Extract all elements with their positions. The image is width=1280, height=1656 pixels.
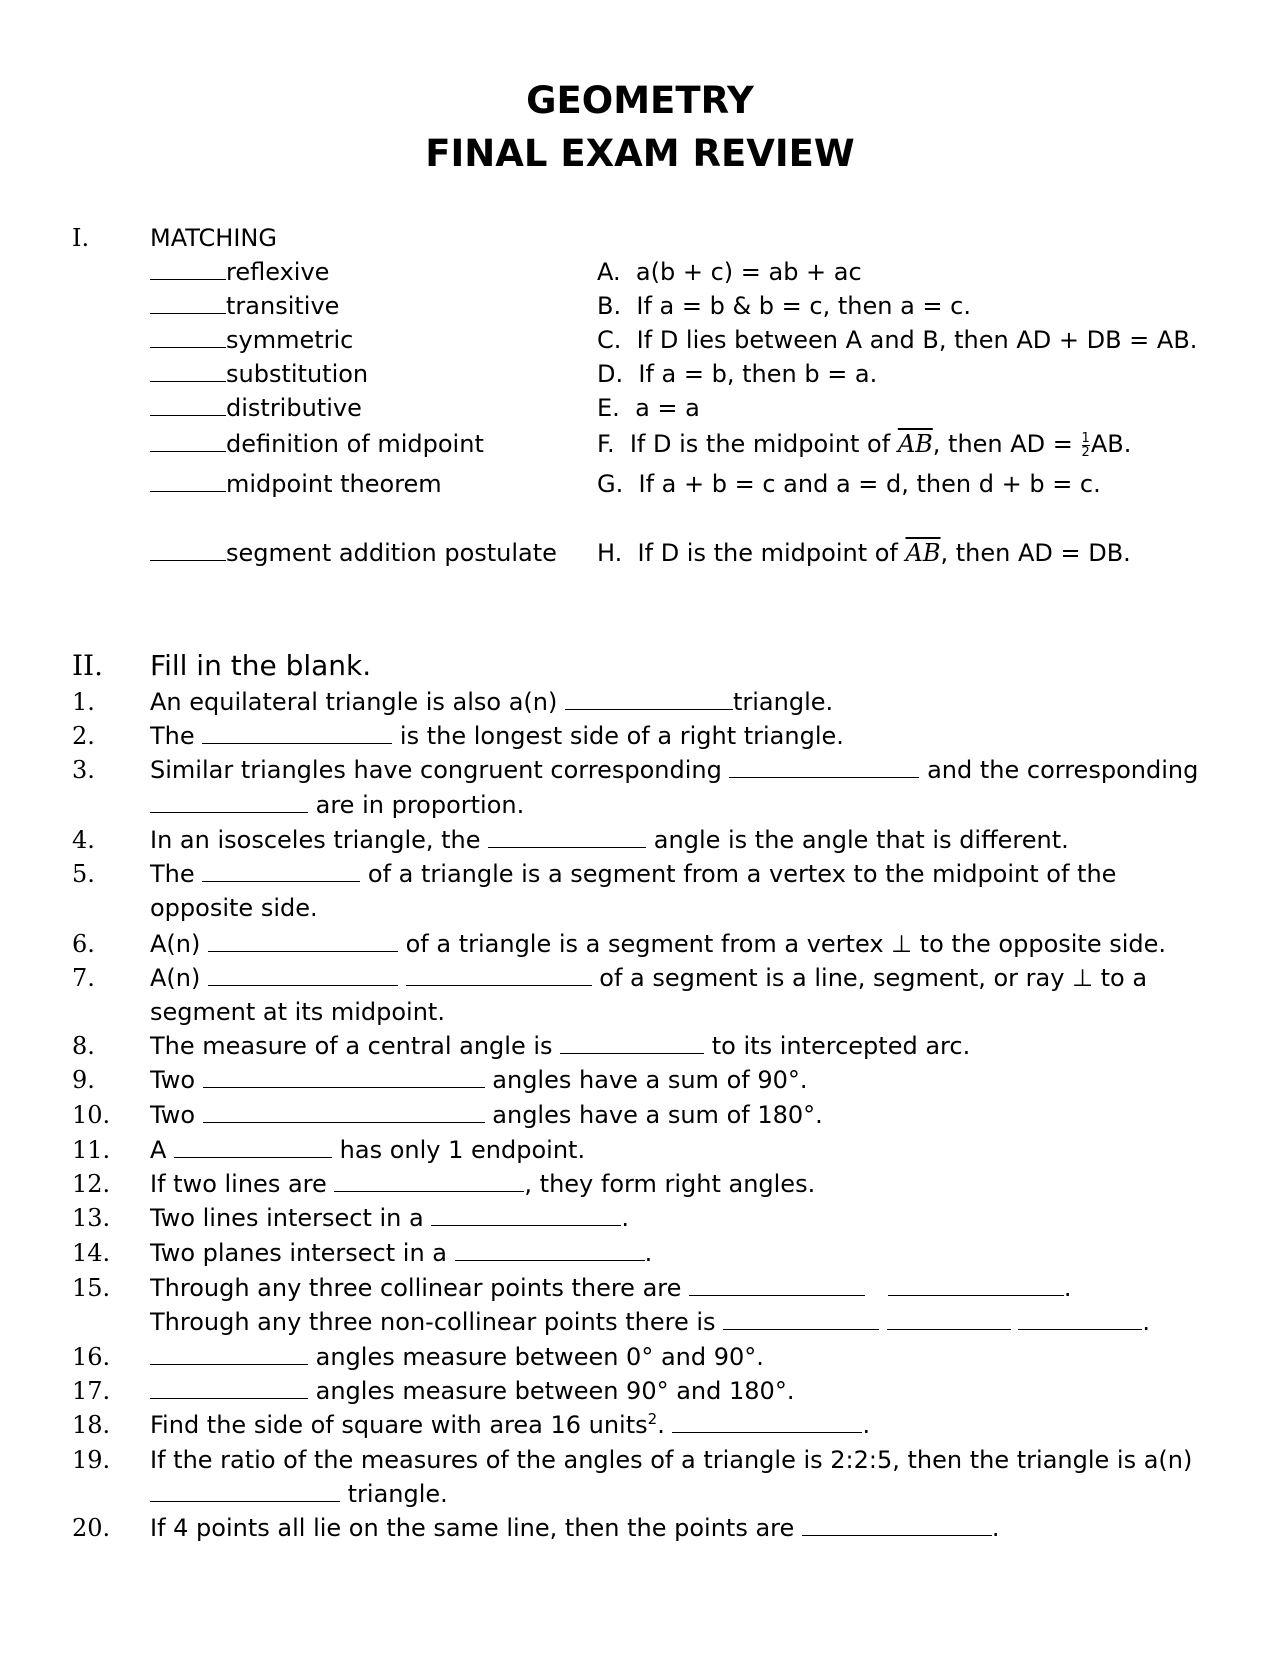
matching-option: H. If D is the midpoint of $\overline{AB}$, then AD = DB. [597, 539, 1131, 567]
question-number: 8. [72, 1032, 95, 1060]
question-number: 4. [72, 826, 95, 854]
answer-blank[interactable] [202, 859, 360, 882]
answer-blank[interactable] [729, 755, 919, 778]
answer-blank[interactable] [431, 1203, 621, 1226]
question: Two planes intersect in a . [150, 1239, 653, 1267]
answer-blank[interactable] [150, 1376, 308, 1399]
question-number: 15. [72, 1274, 111, 1302]
question: The measure of a central angle is to its intercepted arc. [150, 1032, 971, 1060]
answer-blank[interactable] [565, 687, 733, 710]
question-number: 6. [72, 930, 95, 958]
question: Through any three collinear points there are . [150, 1274, 1072, 1302]
answer-blank[interactable] [208, 929, 398, 952]
answer-blank[interactable] [455, 1238, 645, 1261]
answer-blank[interactable] [150, 359, 226, 382]
answer-blank[interactable] [406, 963, 592, 986]
question: The of a triangle is a segment from a vertex to the midpoint of the [150, 860, 1117, 888]
question-number: 11. [72, 1136, 111, 1164]
answer-blank[interactable] [723, 1307, 879, 1330]
title-line-2: FINAL EXAM REVIEW [425, 132, 855, 175]
question-continued: triangle. [150, 1478, 448, 1510]
answer-blank[interactable] [202, 721, 392, 744]
section-heading: MATCHING [150, 224, 277, 252]
matching-term: reflexive [150, 256, 329, 288]
question: Two lines intersect in a . [150, 1204, 629, 1232]
answer-blank[interactable] [672, 1410, 862, 1433]
answer-blank[interactable] [203, 1100, 485, 1123]
question-number: 18. [72, 1411, 111, 1439]
matching-term: transitive [150, 290, 339, 322]
matching-option: A. a(b + c) = ab + ac [597, 258, 862, 286]
answer-blank[interactable] [150, 325, 226, 348]
one-half-fraction: $\frac{1}{2}$ [1081, 430, 1090, 460]
question: Two angles have a sum of 180°. [150, 1101, 823, 1129]
question: An equilateral triangle is also a(n) triangle. [150, 688, 834, 716]
question: A has only 1 endpoint. [150, 1136, 586, 1164]
question-continued: opposite side. [150, 894, 318, 922]
matching-option: F. If D is the midpoint of $\overline{AB}$, then AD = $\frac{1}{2}$ AB. [597, 430, 1132, 460]
matching-term: segment addition postulate [150, 537, 557, 569]
question-number: 1. [72, 688, 95, 716]
matching-option: E. a = a [597, 394, 700, 422]
question-continued: segment at its midpoint. [150, 998, 445, 1026]
answer-blank[interactable] [802, 1513, 992, 1536]
question: A(n) of a segment is a line, segment, or ray ⊥ to a [150, 964, 1148, 992]
question-number: 9. [72, 1066, 95, 1094]
matching-term: substitution [150, 358, 368, 390]
question: Similar triangles have congruent corresponding and the corresponding [150, 756, 1199, 784]
section-numeral: I. [72, 224, 90, 252]
answer-blank[interactable] [203, 1065, 485, 1088]
question: The is the longest side of a right triangle. [150, 722, 844, 750]
question: Two angles have a sum of 90°. [150, 1066, 808, 1094]
question-number: 2. [72, 722, 95, 750]
answer-blank[interactable] [150, 538, 226, 561]
answer-blank[interactable] [150, 1342, 308, 1365]
question-number: 12. [72, 1170, 111, 1198]
answer-blank[interactable] [150, 1479, 340, 1502]
question-continued: Through any three non-collinear points there is . [150, 1308, 1151, 1336]
matching-option: D. If a = b, then b = a. [597, 360, 878, 388]
answer-blank[interactable] [174, 1135, 332, 1158]
question-number: 7. [72, 964, 95, 992]
section-heading: Fill in the blank. [150, 649, 372, 682]
matching-option: G. If a + b = c and a = d, then d + b = c. [597, 470, 1101, 498]
answer-blank[interactable] [150, 291, 226, 314]
question: angles measure between 90° and 180°. [150, 1375, 794, 1407]
question-number: 3. [72, 756, 95, 784]
segment-ab: $\overline{AB}$ [905, 539, 941, 567]
question: Find the side of square with area 16 units$^2$. . [150, 1410, 871, 1439]
question-number: 13. [72, 1204, 111, 1232]
answer-blank[interactable] [208, 963, 398, 986]
question-number: 16. [72, 1343, 111, 1371]
matching-option: C. If D lies between A and B, then AD + DB = AB. [597, 326, 1198, 354]
answer-blank[interactable] [488, 825, 646, 848]
answer-blank[interactable] [1018, 1307, 1142, 1330]
question-continued: are in proportion. [150, 789, 524, 821]
question: If the ratio of the measures of the angles of a triangle is 2:2:5, then the triangle is a(n) [150, 1446, 1193, 1474]
segment-ab: $\overline{AB}$ [897, 430, 933, 458]
answer-blank[interactable] [689, 1273, 865, 1296]
answer-blank[interactable] [150, 469, 226, 492]
answer-blank[interactable] [150, 257, 226, 280]
question-number: 20. [72, 1514, 111, 1542]
question-number: 14. [72, 1239, 111, 1267]
question: If two lines are , they form right angles. [150, 1170, 816, 1198]
title-line-1: GEOMETRY [526, 79, 754, 122]
matching-option: B. If a = b & b = c, then a = c. [597, 292, 971, 320]
matching-term: symmetric [150, 324, 353, 356]
matching-term: midpoint theorem [150, 468, 442, 500]
matching-term: definition of midpoint [150, 428, 484, 460]
matching-term: distributive [150, 392, 362, 424]
question: A(n) of a triangle is a segment from a vertex ⊥ to the opposite side. [150, 930, 1167, 958]
answer-blank[interactable] [887, 1307, 1011, 1330]
answer-blank[interactable] [150, 790, 308, 813]
section-numeral: II. [72, 649, 104, 682]
answer-blank[interactable] [560, 1031, 704, 1054]
question: In an isosceles triangle, the angle is the angle that is different. [150, 826, 1069, 854]
answer-blank[interactable] [888, 1273, 1064, 1296]
question-number: 19. [72, 1446, 111, 1474]
question: angles measure between 0° and 90°. [150, 1341, 764, 1373]
question-number: 10. [72, 1101, 111, 1129]
answer-blank[interactable] [150, 393, 226, 416]
answer-blank[interactable] [150, 429, 226, 452]
question: If 4 points all lie on the same line, then the points are . [150, 1514, 1000, 1542]
question-number: 17. [72, 1377, 111, 1405]
question-number: 5. [72, 860, 95, 888]
answer-blank[interactable] [334, 1169, 524, 1192]
